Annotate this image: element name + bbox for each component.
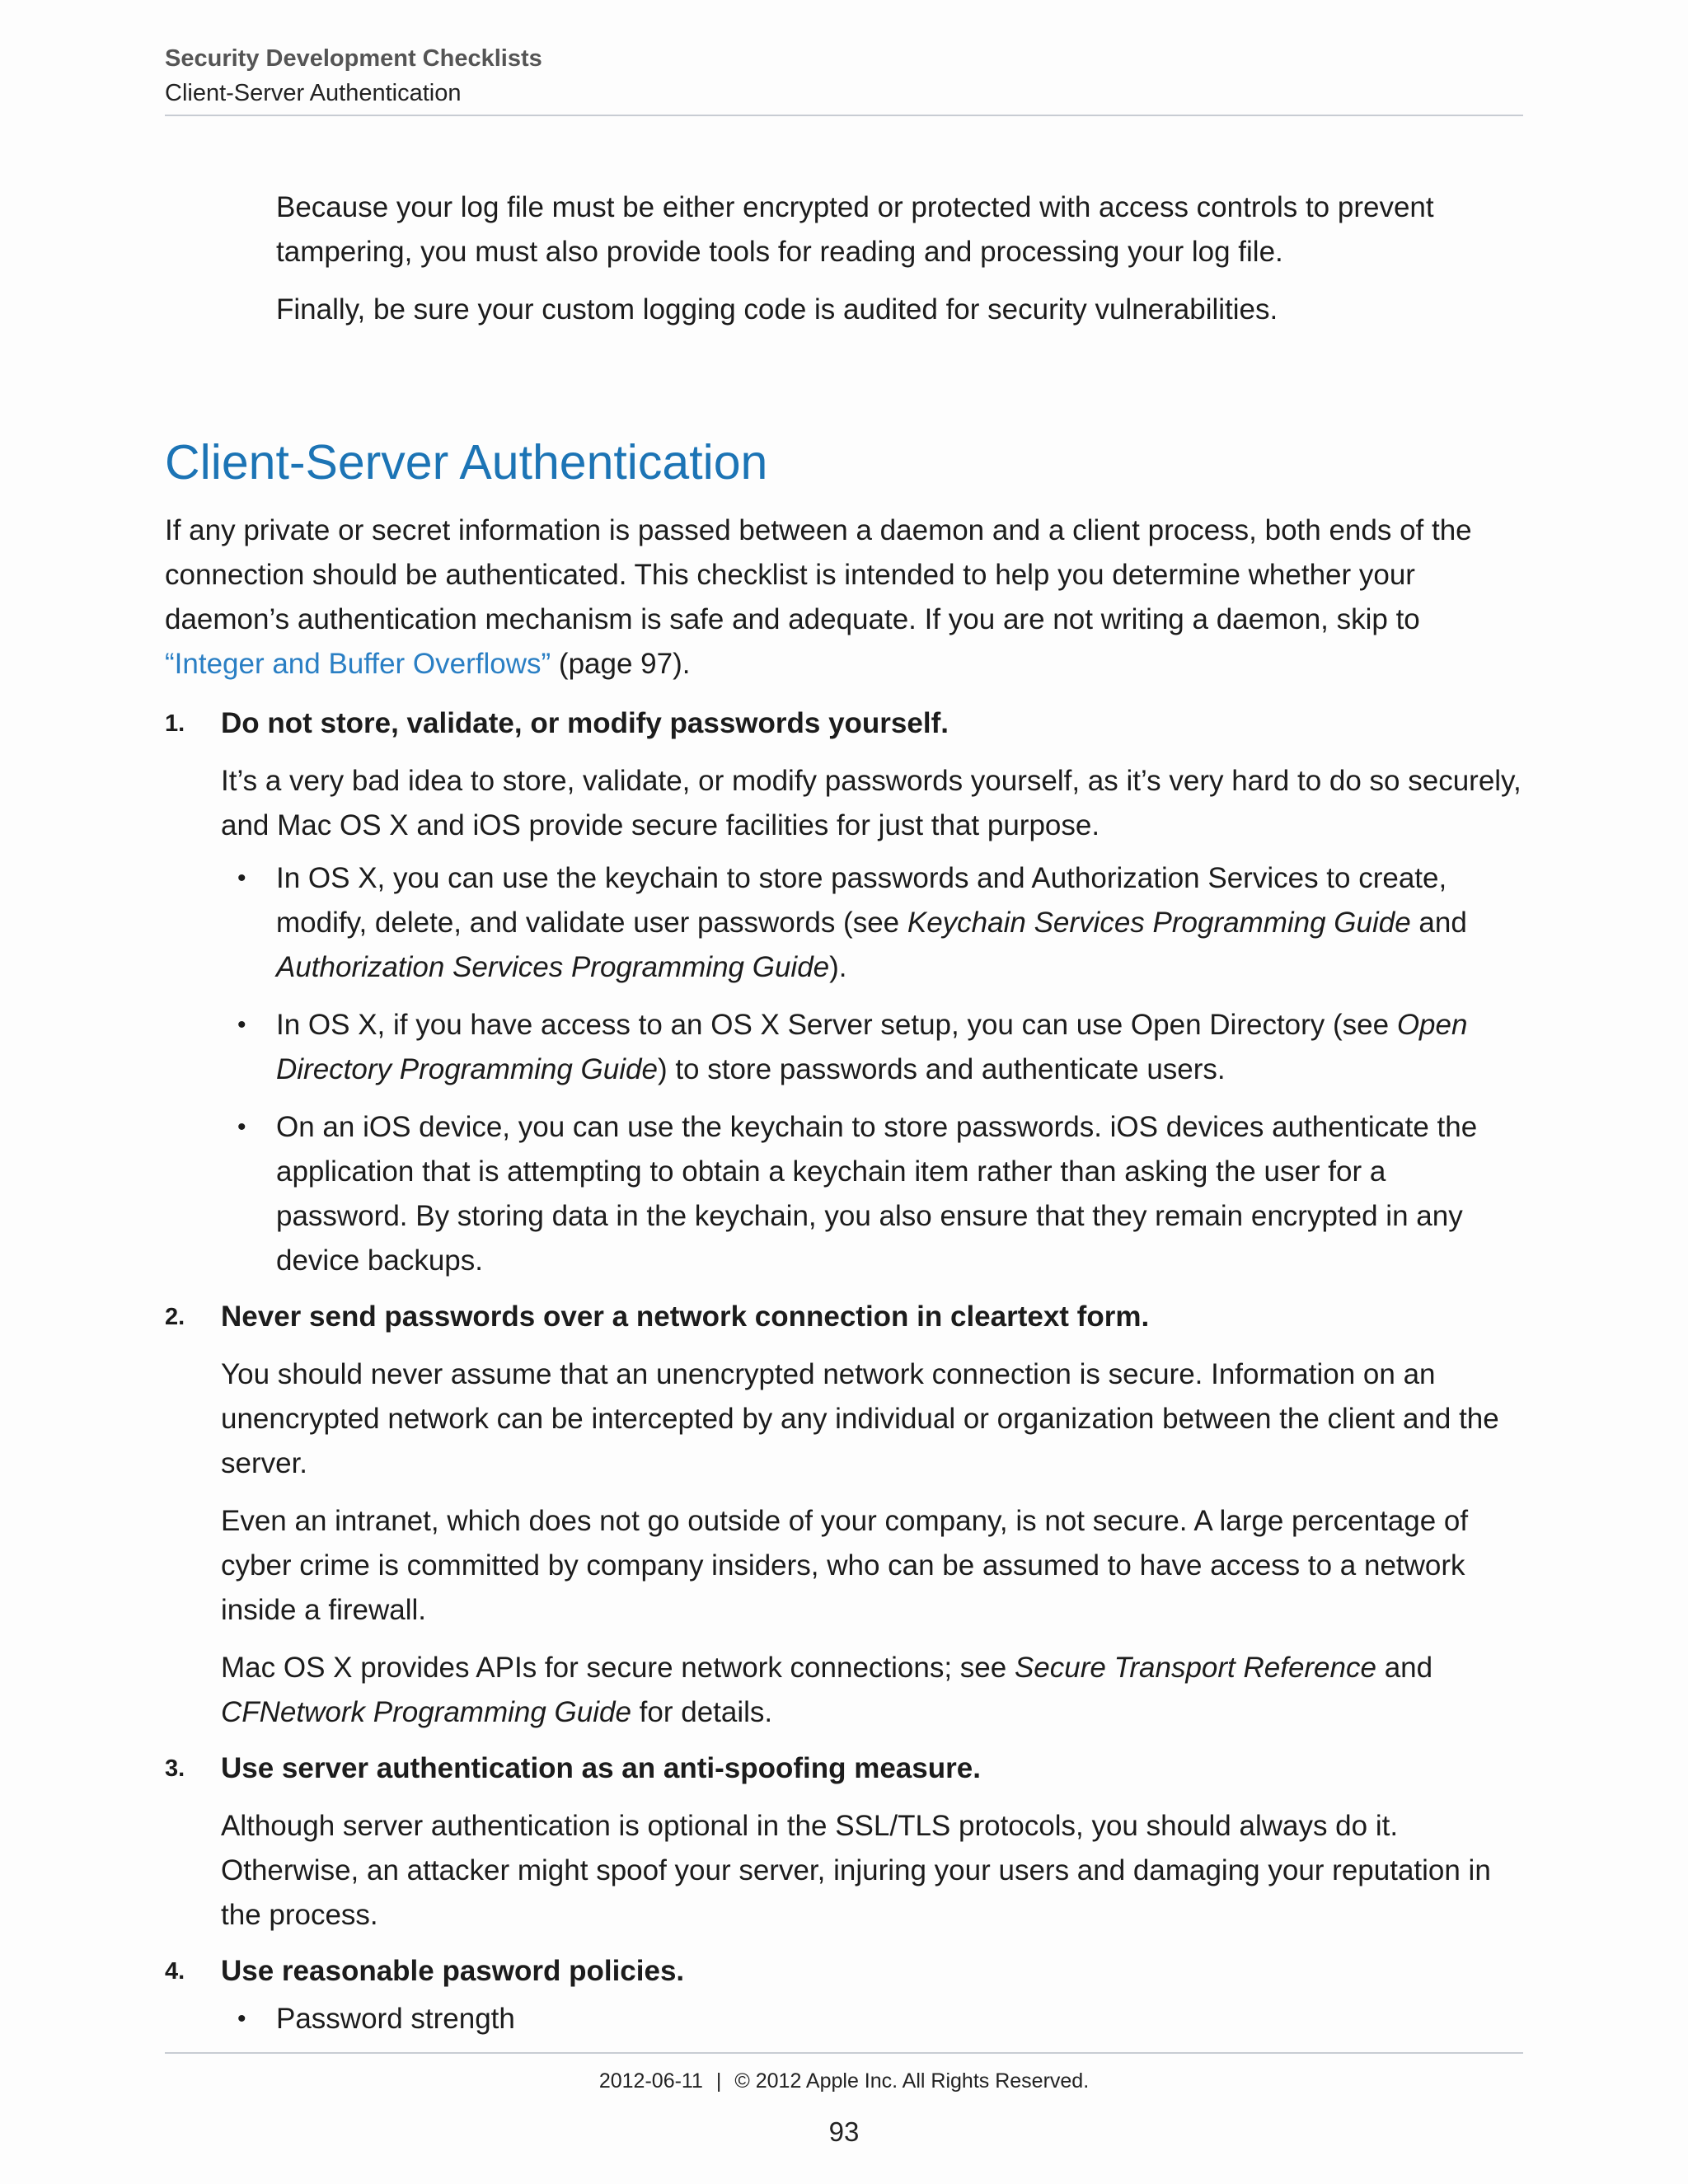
footer-divider — [165, 2052, 1523, 2054]
bullet-list — [221, 1997, 1523, 2041]
item-body: Even an intranet, which does not go outside of your company, is not secure. A large percentage of cyber crime is committed by company insiders, who can be assumed to have access to a network inside a firewall. — [221, 1505, 1469, 1626]
bullet-text: On an iOS device, you can use the keychain to store passwords. iOS devices authenticate the application that is attempting to obtain a keychain item rather than asking the user for a password. By storing data in the keychain, you also ensure that they remain encrypted in any device backups. — [276, 1111, 1478, 1277]
header-divider — [165, 115, 1523, 116]
doc-reference-authorization-services: Authorization Services Programming Guide — [276, 951, 830, 983]
footer-copyright: © 2012 Apple Inc. All Rights Reserved. — [734, 2069, 1090, 2093]
doc-reference-secure-transport: Secure Transport Reference — [1014, 1652, 1376, 1684]
list-item — [221, 856, 1523, 990]
page-content — [165, 185, 1523, 2055]
intro-paragraph: Finally, be sure your custom logging code is audited for security vulnerabilities. — [276, 293, 1278, 326]
doc-reference-open-directory: Open Directory Programming Guide — [276, 1009, 1468, 1085]
bullet-icon: • — [237, 1113, 246, 1141]
lead-text: If any private or secret information is passed between a daemon and a client process, both ends of the connection should be authenticated. This checklist is intended to help you determine whether your daemon’s authentication mechanism is safe and adequate. If you are not writing a daemon, skip to — [165, 514, 1472, 635]
bullet-text: In OS X, if you have access to an OS X Server setup, you can use Open Directory (see — [276, 1009, 1397, 1041]
item-number: 3. — [165, 1755, 185, 1782]
list-item — [221, 1105, 1523, 1283]
checklist-item-3 — [165, 1746, 1523, 1938]
bullet-text: In OS X, you can use the keychain to store passwords and Authorization Services to create, modify, delete, and validate user passwords (see — [276, 862, 1447, 939]
bullet-list — [221, 856, 1523, 1283]
item-body: It’s a very bad idea to store, validate, or modify passwords yourself, as it’s very hard to do so securely, and Mac OS X and iOS provide secure facilities for just that purpose. — [221, 765, 1522, 841]
body-text: Mac OS X provides APIs for secure network connections; see — [221, 1652, 1015, 1684]
item-number: 1. — [165, 710, 185, 737]
list-item — [221, 1003, 1523, 1092]
body-text: and — [1376, 1652, 1433, 1684]
list-item — [221, 1997, 1523, 2041]
bullet-text: Password strength — [276, 2003, 515, 2035]
item-body: You should never assume that an unencrypted network connection is secure. Information on an unencrypted network can be intercepted by any individual or organization between the client and the server. — [221, 1358, 1499, 1479]
section-heading: Client-Server Authentication — [165, 435, 768, 490]
intro-block — [165, 185, 1523, 332]
document-title: Security Development Checklists — [165, 45, 542, 72]
item-body — [221, 1646, 1523, 1735]
checklist-item-4 — [165, 1949, 1523, 2041]
bullet-text: ) to store passwords and authenticate users. — [657, 1053, 1226, 1085]
chapter-title: Client-Server Authentication — [165, 80, 462, 106]
bullet-text: and — [1410, 907, 1467, 939]
body-text: for details. — [631, 1696, 773, 1728]
doc-reference-cfnetwork: CFNetwork Programming Guide — [221, 1696, 631, 1728]
doc-reference-keychain-services: Keychain Services Programming Guide — [907, 907, 1411, 939]
checklist-item-2 — [165, 1295, 1523, 1735]
page-header — [165, 41, 1523, 110]
footer-date: 2012-06-11 — [598, 2069, 703, 2093]
intro-paragraph: Because your log file must be either encrypted or protected with access controls to prevent tampering, you must also provide tools for reading and processing your log file. — [276, 191, 1434, 268]
item-heading: Use reasonable pasword policies. — [221, 1955, 685, 1987]
page-footer — [0, 2064, 1688, 2097]
lead-page-ref: (page 97). — [551, 648, 691, 680]
checklist-item-1 — [165, 701, 1523, 1283]
bullet-icon: • — [237, 865, 246, 892]
item-body: Although server authentication is optional in the SSL/TLS protocols, you should always do it. Otherwise, an attacker might spoof your server, injuring your users and damaging your reputation in the process. — [221, 1810, 1491, 1931]
bullet-icon: • — [237, 2005, 246, 2032]
item-heading: Use server authentication as an anti-spoofing measure. — [221, 1752, 981, 1784]
item-number: 4. — [165, 1958, 185, 1985]
page-number: 93 — [828, 2116, 860, 2147]
section-lead-paragraph — [165, 509, 1523, 687]
item-number: 2. — [165, 1304, 185, 1330]
item-heading: Never send passwords over a network connection in cleartext form. — [221, 1301, 1150, 1333]
bullet-text: ). — [829, 951, 847, 983]
item-heading: Do not store, validate, or modify passwords yourself. — [221, 707, 949, 739]
bullet-icon: • — [237, 1011, 246, 1038]
integer-buffer-overflows-link[interactable]: “Integer and Buffer Overflows” — [165, 648, 551, 680]
footer-separator: | — [715, 2069, 722, 2093]
